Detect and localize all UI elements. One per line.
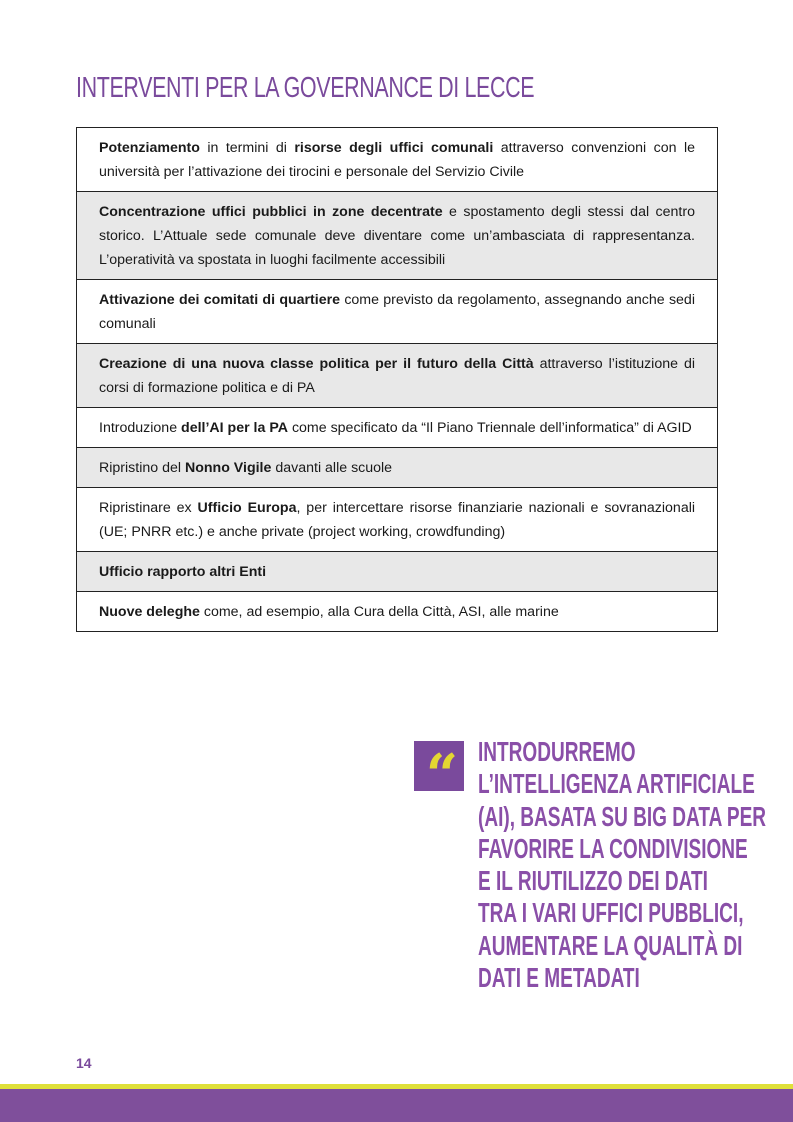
- pull-quote-line: E IL RIUTILIZZO DEI DATI: [478, 865, 708, 897]
- table-row: [77, 192, 717, 280]
- pull-quote-line: (AI), BASATA SU BIG DATA PER: [478, 800, 767, 832]
- quote-mark-glyph: “: [425, 742, 453, 808]
- page-title: INTERVENTI PER LA GOVERNANCE DI LECCE: [76, 72, 535, 104]
- row-text: attraverso convenzioni con le università per l’attivazione dei tirocini e personale del Servizio Civile: [99, 140, 696, 180]
- row-text-bold: Attivazione dei comitati di quartiere: [99, 292, 341, 308]
- page-number: 14: [76, 1055, 92, 1071]
- table-row: [77, 408, 717, 448]
- row-text-bold: Potenziamento: [99, 140, 200, 156]
- pull-quote: [478, 736, 767, 994]
- table-row: [77, 488, 717, 552]
- row-text: e spostamento degli stessi dal centro storico. L’Attuale sede comunale deve diventare come un’ambasciata di rappresentanza. L’operatività va spostata in luoghi facilmente accessibili: [99, 204, 695, 268]
- row-text: Ripristino del: [99, 460, 185, 476]
- row-text: Introduzione: [99, 420, 182, 436]
- row-text-bold: dell’AI per la PA: [181, 420, 288, 436]
- row-text-bold: Ufficio rapporto altri Enti: [99, 564, 267, 580]
- pull-quote-line: INTRODURREMO: [478, 736, 636, 767]
- table-row: [77, 552, 717, 592]
- row-text-bold: Nuove deleghe: [99, 604, 200, 620]
- table-row: [77, 128, 717, 192]
- footer-bar: [0, 1089, 793, 1122]
- row-text-bold: Ufficio Europa: [197, 500, 297, 516]
- pull-quote-line: FAVORIRE LA CONDIVISIONE: [478, 832, 748, 864]
- row-text-bold: Creazione di una nuova classe politica per il futuro della Città: [99, 356, 534, 372]
- row-text: Ripristinare ex: [99, 500, 198, 516]
- row-text-bold: Nonno Vigile: [184, 460, 272, 476]
- row-text-bold: Concentrazione uffici pubblici in zone decentrate: [99, 204, 443, 220]
- row-text: in termini di: [199, 140, 295, 156]
- row-text: come previsto da regolamento, assegnando anche sedi comunali: [99, 292, 695, 332]
- pull-quote-line: AUMENTARE LA QUALITÀ DI: [478, 929, 743, 961]
- pull-quote-line: TRA I VARI UFFICI PUBBLICI,: [478, 897, 744, 929]
- interventions-table: [76, 127, 718, 632]
- pull-quote-line: DATI E METADATI: [478, 962, 640, 994]
- row-text: attraverso l’istituzione di corsi di formazione politica e di PA: [99, 356, 695, 396]
- pull-quote-line: L’INTELLIGENZA ARTIFICIALE: [478, 768, 755, 800]
- table-row: [77, 592, 717, 632]
- row-text: come, ad esempio, alla Cura della Città, ASI, alle marine: [199, 604, 559, 620]
- table-row: [77, 280, 717, 344]
- table-row: [77, 448, 717, 488]
- quote-mark-icon: [414, 741, 464, 808]
- table-row: [77, 344, 717, 408]
- row-text: davanti alle scuole: [271, 460, 393, 476]
- row-text: come specificato da “Il Piano Triennale dell’informatica” di AGID: [288, 420, 692, 436]
- row-text-bold: risorse degli uffici comunali: [294, 140, 494, 156]
- row-text: , per intercettare risorse finanziarie nazionali e sovranazionali (UE; PNRR etc.) e anche private (project working, crowdfunding): [99, 500, 696, 540]
